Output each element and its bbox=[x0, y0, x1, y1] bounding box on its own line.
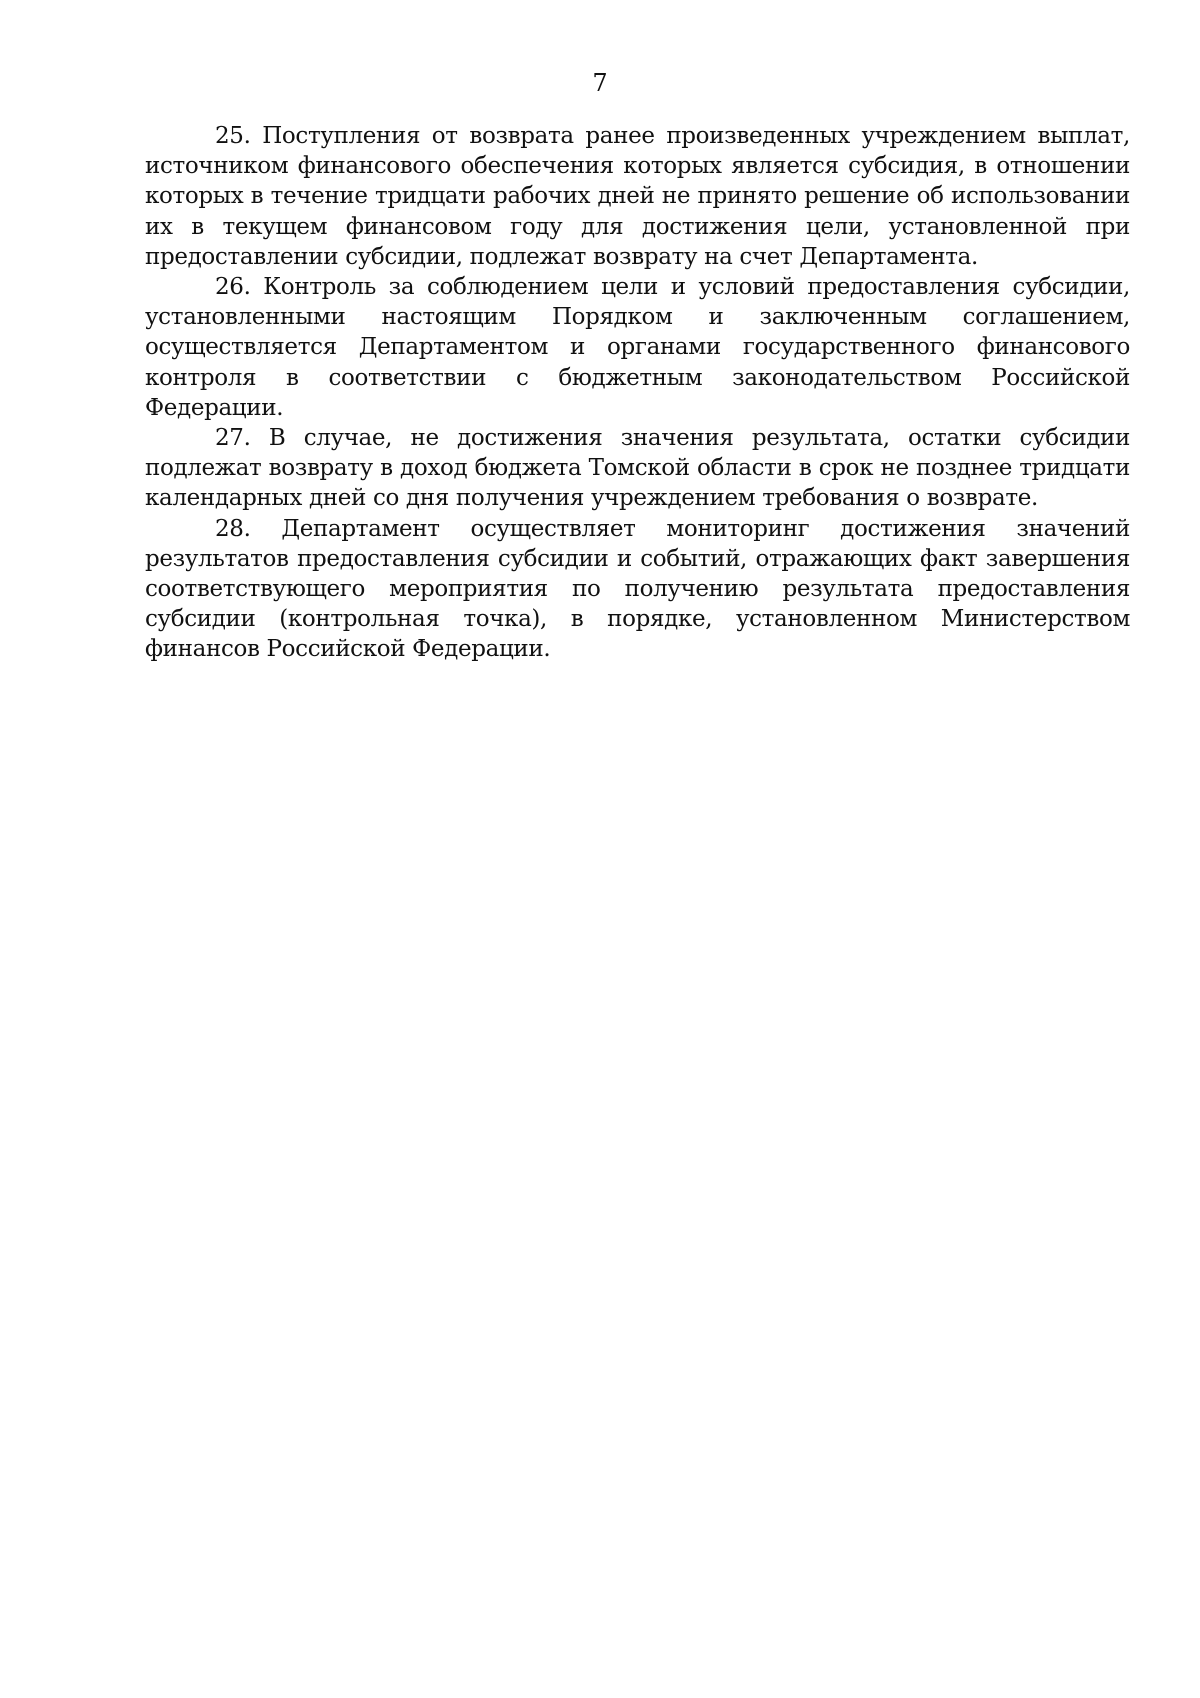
page-number: 7 bbox=[592, 69, 608, 97]
paragraph-27: 27. В случае, не достижения значения результата, остатки субсидии подлежат возврату в доход бюджета Томской области в срок не позднее тридцати календарных дней со дня получения учреждением требования о возврате. bbox=[145, 425, 1130, 512]
paragraph-26: 26. Контроль за соблюдением цели и условий предоставления субсидии, установленными настоящим Порядком и заключенным соглашением, осуществляется Департаментом и органами государственного финансового контроля в соответствии с бюджетным законодательством Российской Федерации. bbox=[145, 274, 1130, 421]
paragraph-25: 25. Поступления от возврата ранее произведенных учреждением выплат, источником финансового обеспечения которых является субсидия, в отношении которых в течение тридцати рабочих дней не принято решение об использовании их в текущем финансовом году для достижения цели, установленной при предоставлении субсидии, подлежат возврату на счет Департамента. bbox=[145, 123, 1130, 270]
document-body bbox=[145, 121, 1130, 665]
paragraph-28: 28. Департамент осуществляет мониторинг достижения значений результатов предоставления субсидии и событий, отражающих факт завершения соответствующего мероприятия по получению результата предоставления субсидии (контрольная точка), в порядке, установленном Министерством финансов Российской Федерации. bbox=[145, 515, 1130, 663]
